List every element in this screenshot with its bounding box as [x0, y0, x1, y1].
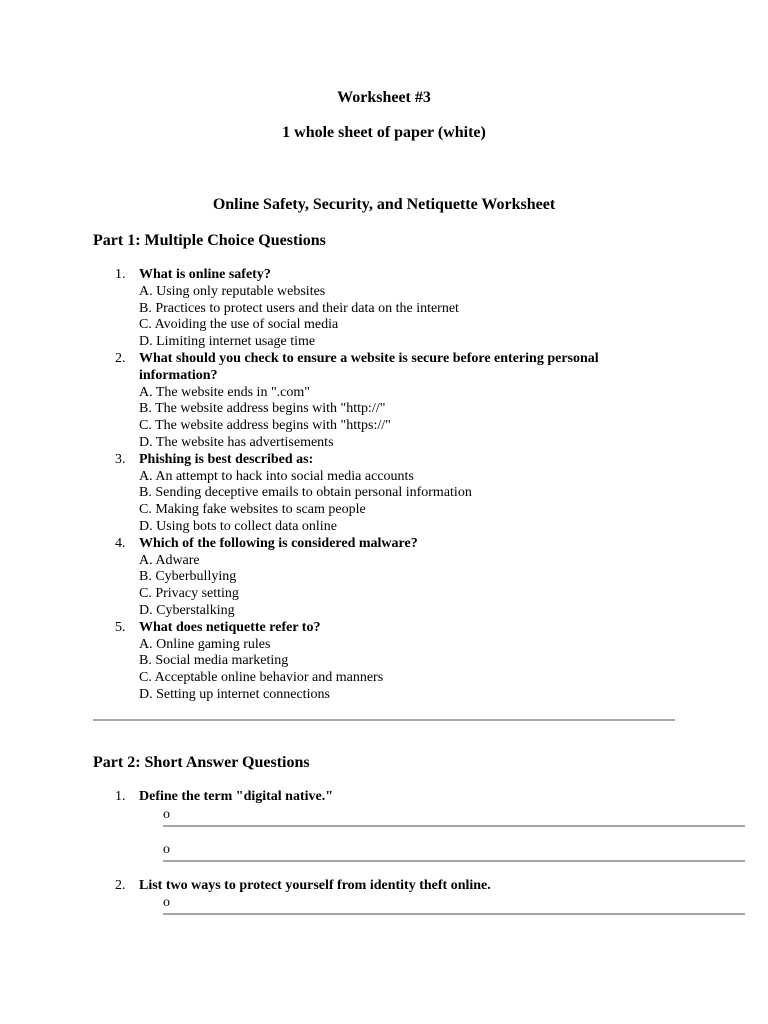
question-number: 2. — [115, 350, 126, 366]
mc-question-4 — [0, 536, 768, 620]
option-d: D. Limiting internet usage time — [139, 334, 316, 350]
question-text: What does netiquette refer to? — [139, 619, 321, 635]
mc-question-1 — [0, 267, 768, 351]
question-number: 1. — [115, 267, 126, 282]
question-text: Phishing is best described as: — [139, 451, 314, 467]
question-number: 5. — [115, 619, 126, 635]
option-a: A. Online gaming rules — [139, 636, 271, 652]
part1-heading: Part 1: Multiple Choice Questions — [93, 232, 326, 249]
option-d: D. Cyberstalking — [139, 602, 235, 618]
mc-question-2 — [0, 351, 768, 452]
question-number: 3. — [115, 451, 126, 467]
short-answer-question-1 — [0, 789, 768, 806]
option-b: B. Sending deceptive emails to obtain personal information — [139, 485, 472, 501]
multiple-choice-list — [0, 267, 768, 704]
option-b: B. The website address begins with "http://" — [139, 401, 386, 417]
answer-line[interactable] — [163, 807, 745, 827]
section-divider — [93, 719, 675, 721]
option-a: A. Using only reputable websites — [139, 283, 326, 299]
mc-question-3 — [0, 452, 768, 536]
option-b: B. Cyberbullying — [139, 569, 237, 585]
question-text: Which of the following is considered malware? — [139, 535, 418, 551]
option-c: C. Privacy setting — [139, 586, 239, 602]
question-number: 2. — [115, 878, 126, 893]
option-b: B. Social media marketing — [139, 653, 289, 669]
option-a: A. The website ends in ".com" — [139, 384, 310, 400]
option-b: B. Practices to protect users and their data on the internet — [139, 300, 459, 316]
question-text: Define the term "digital native." — [139, 789, 334, 804]
answer-bullet: o — [163, 807, 170, 822]
option-d: D. Using bots to collect data online — [139, 518, 337, 534]
question-number: 4. — [115, 535, 126, 551]
option-a: A. An attempt to hack into social media accounts — [139, 468, 414, 484]
worksheet-title: Online Safety, Security, and Netiquette Worksheet — [212, 196, 556, 213]
answer-bullet: o — [163, 842, 170, 857]
option-d: D. Setting up internet connections — [139, 686, 330, 702]
question-number: 1. — [115, 789, 126, 804]
option-a: A. Adware — [139, 552, 200, 568]
answer-bullet: o — [163, 895, 170, 910]
option-c: C. Acceptable online behavior and manners — [139, 670, 384, 686]
option-c: C. Avoiding the use of social media — [139, 317, 339, 333]
question-text: List two ways to protect yourself from identity theft online. — [139, 878, 491, 893]
part2-heading: Part 2: Short Answer Questions — [93, 754, 310, 771]
paper-instruction: 1 whole sheet of paper (white) — [282, 124, 486, 141]
short-answer-question-2 — [0, 878, 768, 895]
worksheet-number-title: Worksheet #3 — [337, 89, 431, 106]
mc-question-5 — [0, 620, 768, 704]
option-c: C. The website address begins with "https://" — [139, 418, 391, 434]
option-c: C. Making fake websites to scam people — [139, 502, 366, 518]
answer-line[interactable] — [163, 895, 745, 915]
question-text: What should you check to ensure a website is secure before entering personal information? — [139, 350, 599, 383]
option-d: D. The website has advertisements — [139, 434, 334, 450]
question-text: What is online safety? — [139, 267, 271, 282]
answer-line[interactable] — [163, 842, 745, 862]
